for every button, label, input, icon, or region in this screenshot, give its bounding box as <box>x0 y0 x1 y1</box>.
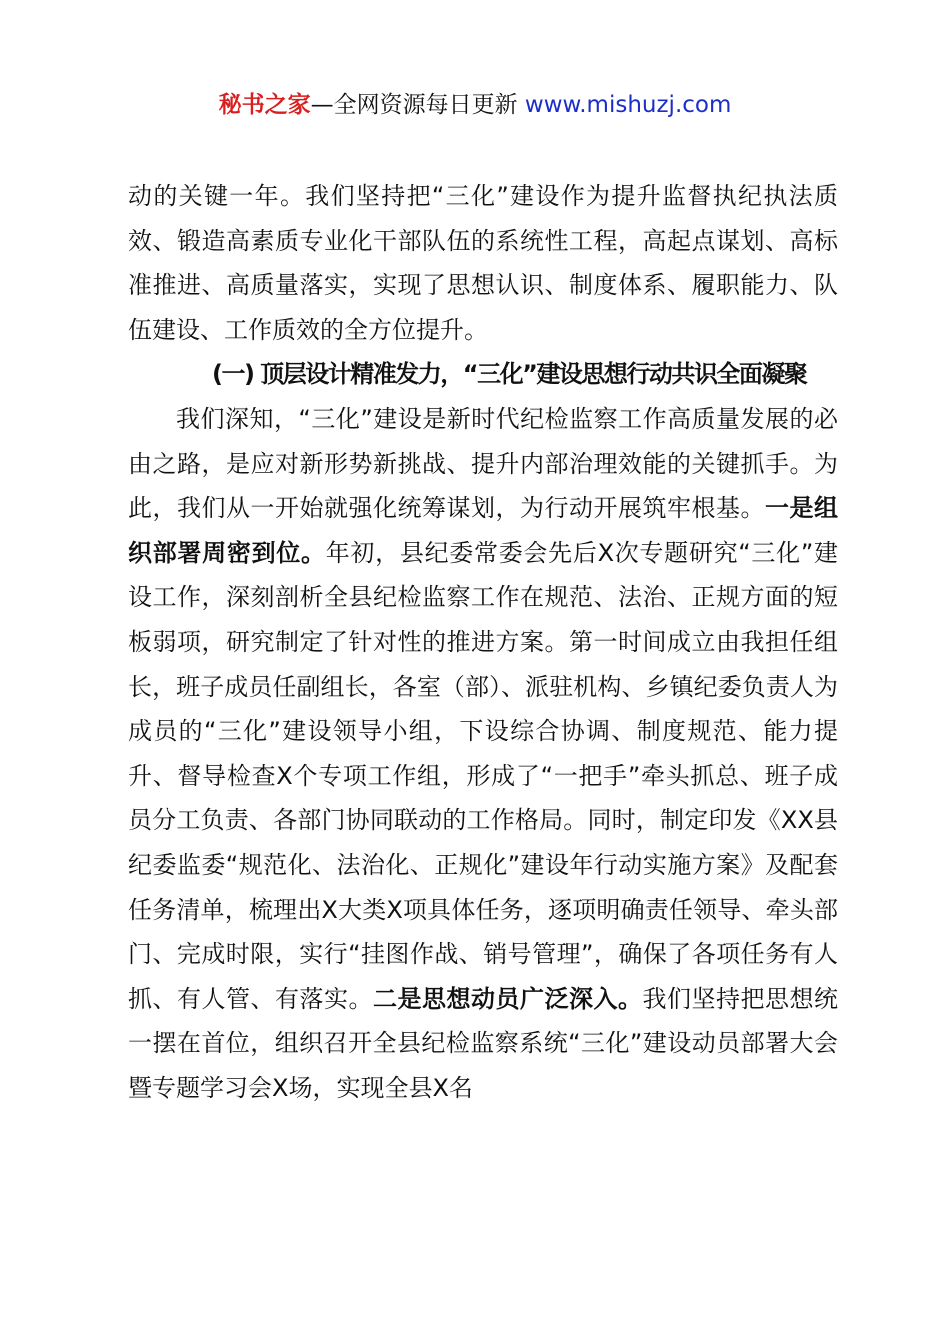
point1-title: 一是组织部署周密到位。 <box>128 494 838 567</box>
point2-text: 我们坚持把思想统一摆在首位，组织召开全县纪检监察系统“三化”建设动员部署大会暨专题学习会X场，实现全县X名 <box>128 984 838 1102</box>
intro-paragraph: 动的关键一年。我们坚持把“三化”建设作为提升监督执纪执法质效、锻造高素质专业化干部队伍的系统性工程，高起点谋划、高标准推进、高质量落实，实现了思想认识、制度体系、履职能力、队伍建设、工作质效的全方位提升。 <box>128 182 838 344</box>
site-brand: 秘书之家 <box>218 92 311 118</box>
point2-title: 二是思想动员广泛深入。 <box>373 984 643 1013</box>
paragraph-lead: 我们深知，“三化”建设是新时代纪检监察工作高质量发展的必由之路，是应对新形势新挑战、提升内部治理效能的关键抓手。为此，我们从一开始就强化统筹谋划，为行动开展筑牢根基。 <box>128 404 838 523</box>
site-header <box>0 88 950 122</box>
site-slogan: —全网资源每日更新 <box>310 92 518 118</box>
point1-text: 年初，县纪委常委会先后X次专题研究“三化”建设工作，深刻剖析全县纪检监察工作在规范、法治、正规方面的短板弱项，研究制定了针对性的推进方案。第一时间成立由我担任组长，班子成员任副组长，各室（部）、派驻机构、乡镇纪委负责人为成员的“三化”建设领导小组，下设综合协调、制度规范、能力提升、督导检查X个专项工作组，形成了“一把手”牵头抓总、班子成员分工负责、各部门协同联动的工作格局。同时，制定印发《XX县纪委监委“规范化、法治化、正规化”建设年行动实施方案》及配套任务清单，梳理出X大类X项具体任务，逐项明确责任领导、牵头部门、完成时限，实行“挂图作战、销号管理”，确保了各项任务有人抓、有人管、有落实。 <box>128 538 839 1013</box>
section-heading: (一) 顶层设计精准发力，“三化”建设思想行动共识全面凝聚 <box>212 360 807 389</box>
document-body <box>128 174 838 1110</box>
site-url-link[interactable]: www.mishuzj.com <box>524 92 732 118</box>
main-paragraph <box>128 397 838 1111</box>
